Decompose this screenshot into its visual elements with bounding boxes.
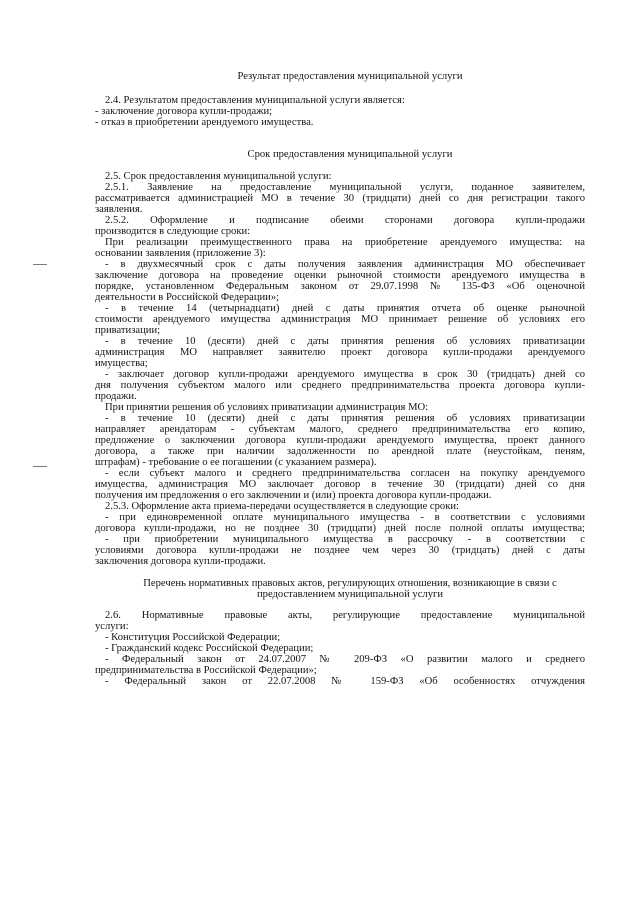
text-line: продажи. [95,391,137,402]
text-line: - в двухмесячный срок с даты получения заявления администрация МО обеспечивает [105,259,585,270]
text-line: 2.5.3. Оформление акта приема-передачи осуществляется в следующие сроки: [105,501,459,512]
text-line: услуги: [95,621,129,632]
text-line: договора, а также при наличии задолженности по арендной плате (неустойкам, пеням, [95,446,585,457]
text-line: заключения договора купли-продажи. [95,556,266,567]
text-line: 2.4. Результатом предоставления муниципальной услуги является: [105,95,405,106]
text-line: получения им предложения о его заключении и (или) проекта договора купли-продажи. [95,490,492,501]
margin-mark [33,466,47,467]
text-line: 2.5.2. Оформление и подписание обеими сторонами договора купли-продажи [105,215,585,226]
section-title-result: Результат предоставления муниципальной услуги [237,71,463,82]
text-line: 2.6. Нормативные правовые акты, регулирующие предоставление муниципальной [105,610,585,621]
text-line: - при приобретении муниципального имущества в рассрочку - в соответствии с [105,534,585,545]
text-line: - Конституция Российской Федерации; [105,632,281,643]
margin-mark [33,264,47,265]
text-line: 2.5. Срок предоставления муниципальной услуги: [105,171,332,182]
text-line: направляет арендаторам - субъектам малого, среднего предпринимательства его копию, [95,424,585,435]
text-line: - если субъект малого и среднего предпринимательства согласен на покупку арендуемого [105,468,585,479]
text-line: - при единовременной оплате муниципального имущества - в соответствии с условиями [105,512,585,523]
text-line: договора купли-продажи, но не позднее 30 (тридцати) дней после полной оплаты имущества; [95,523,585,534]
text-line: заключение договора на проведение оценки рыночной стоимости арендуемого имущества в [95,270,585,281]
text-line: При принятии решения об условиях приватизации администрация МО: [105,402,429,413]
text-line: рассматривается администрацией МО в течение 30 (тридцати) дней со дня регистрации такого [95,193,585,204]
text-line: деятельности в Российской Федерации»; [95,292,280,303]
section-title-legal-acts-cont: предоставлением муниципальной услуги [256,589,444,600]
text-line: - заключение договора купли-продажи; [95,106,273,117]
text-line: имущества; [95,358,148,369]
text-line: - Гражданский кодекс Российской Федерации; [105,643,314,654]
text-line: - в течение 14 (четырнадцати) дней с даты принятия отчета об оценке рыночной [105,303,585,314]
text-line: производится в следующие сроки: [95,226,251,237]
section-title-legal-acts: Перечень нормативных правовых актов, регулирующих отношения, возникающие в связи с [143,578,557,589]
text-line: предпринимательства в Российской Федерации»; [95,665,317,676]
text-line: порядке, установленном Федеральным законом от 29.07.1998 № 135-ФЗ «Об оценочной [95,281,585,292]
text-line: имущества, администрация МО заключает договор в течение 30 (тридцати) дней со дня [95,479,585,490]
text-line: приватизации; [95,325,161,336]
text-line: - Федеральный закон от 22.07.2008 № 159-ФЗ «Об особенностях отчуждения [105,676,585,687]
text-line: - в течение 10 (десяти) дней с даты принятия решения об условиях приватизации [105,413,585,424]
text-line: дня получения субъектом малого или среднего предпринимательства проекта договора купли- [95,380,585,391]
text-line: При реализации преимущественного права на приобретение арендуемого имущества: на [105,237,585,248]
text-line: - заключает договор купли-продажи арендуемого имущества в срок 30 (тридцать) дней со [105,369,585,380]
text-line: основании заявления (приложение 3): [95,248,266,259]
text-line: стоимости арендуемого имущества администрация МО принимает решение об условиях его [95,314,585,325]
text-line: администрация МО направляет заявителю проект договора купли-продажи арендуемого [95,347,585,358]
section-title-term: Срок предоставления муниципальной услуги [247,149,453,160]
text-line: 2.5.1. Заявление на предоставление муниципальной услуги, поданное заявителем, [105,182,585,193]
text-line: предложение о заключении договора купли-продажи арендуемого имущества, проект данного [95,435,585,446]
text-line: штрафам) - требование о ее погашении (с указанием размера). [95,457,377,468]
text-line: - Федеральный закон от 24.07.2007 № 209-ФЗ «О развитии малого и среднего [105,654,585,665]
text-line: - отказ в приобретении арендуемого имущества. [95,117,314,128]
text-line: условиями договора купли-продажи не позднее чем через 30 (тридцать) дней с даты [95,545,585,556]
text-line: заявления. [95,204,143,215]
text-line: - в течение 10 (десяти) дней с даты принятия решения об условиях приватизации [105,336,585,347]
